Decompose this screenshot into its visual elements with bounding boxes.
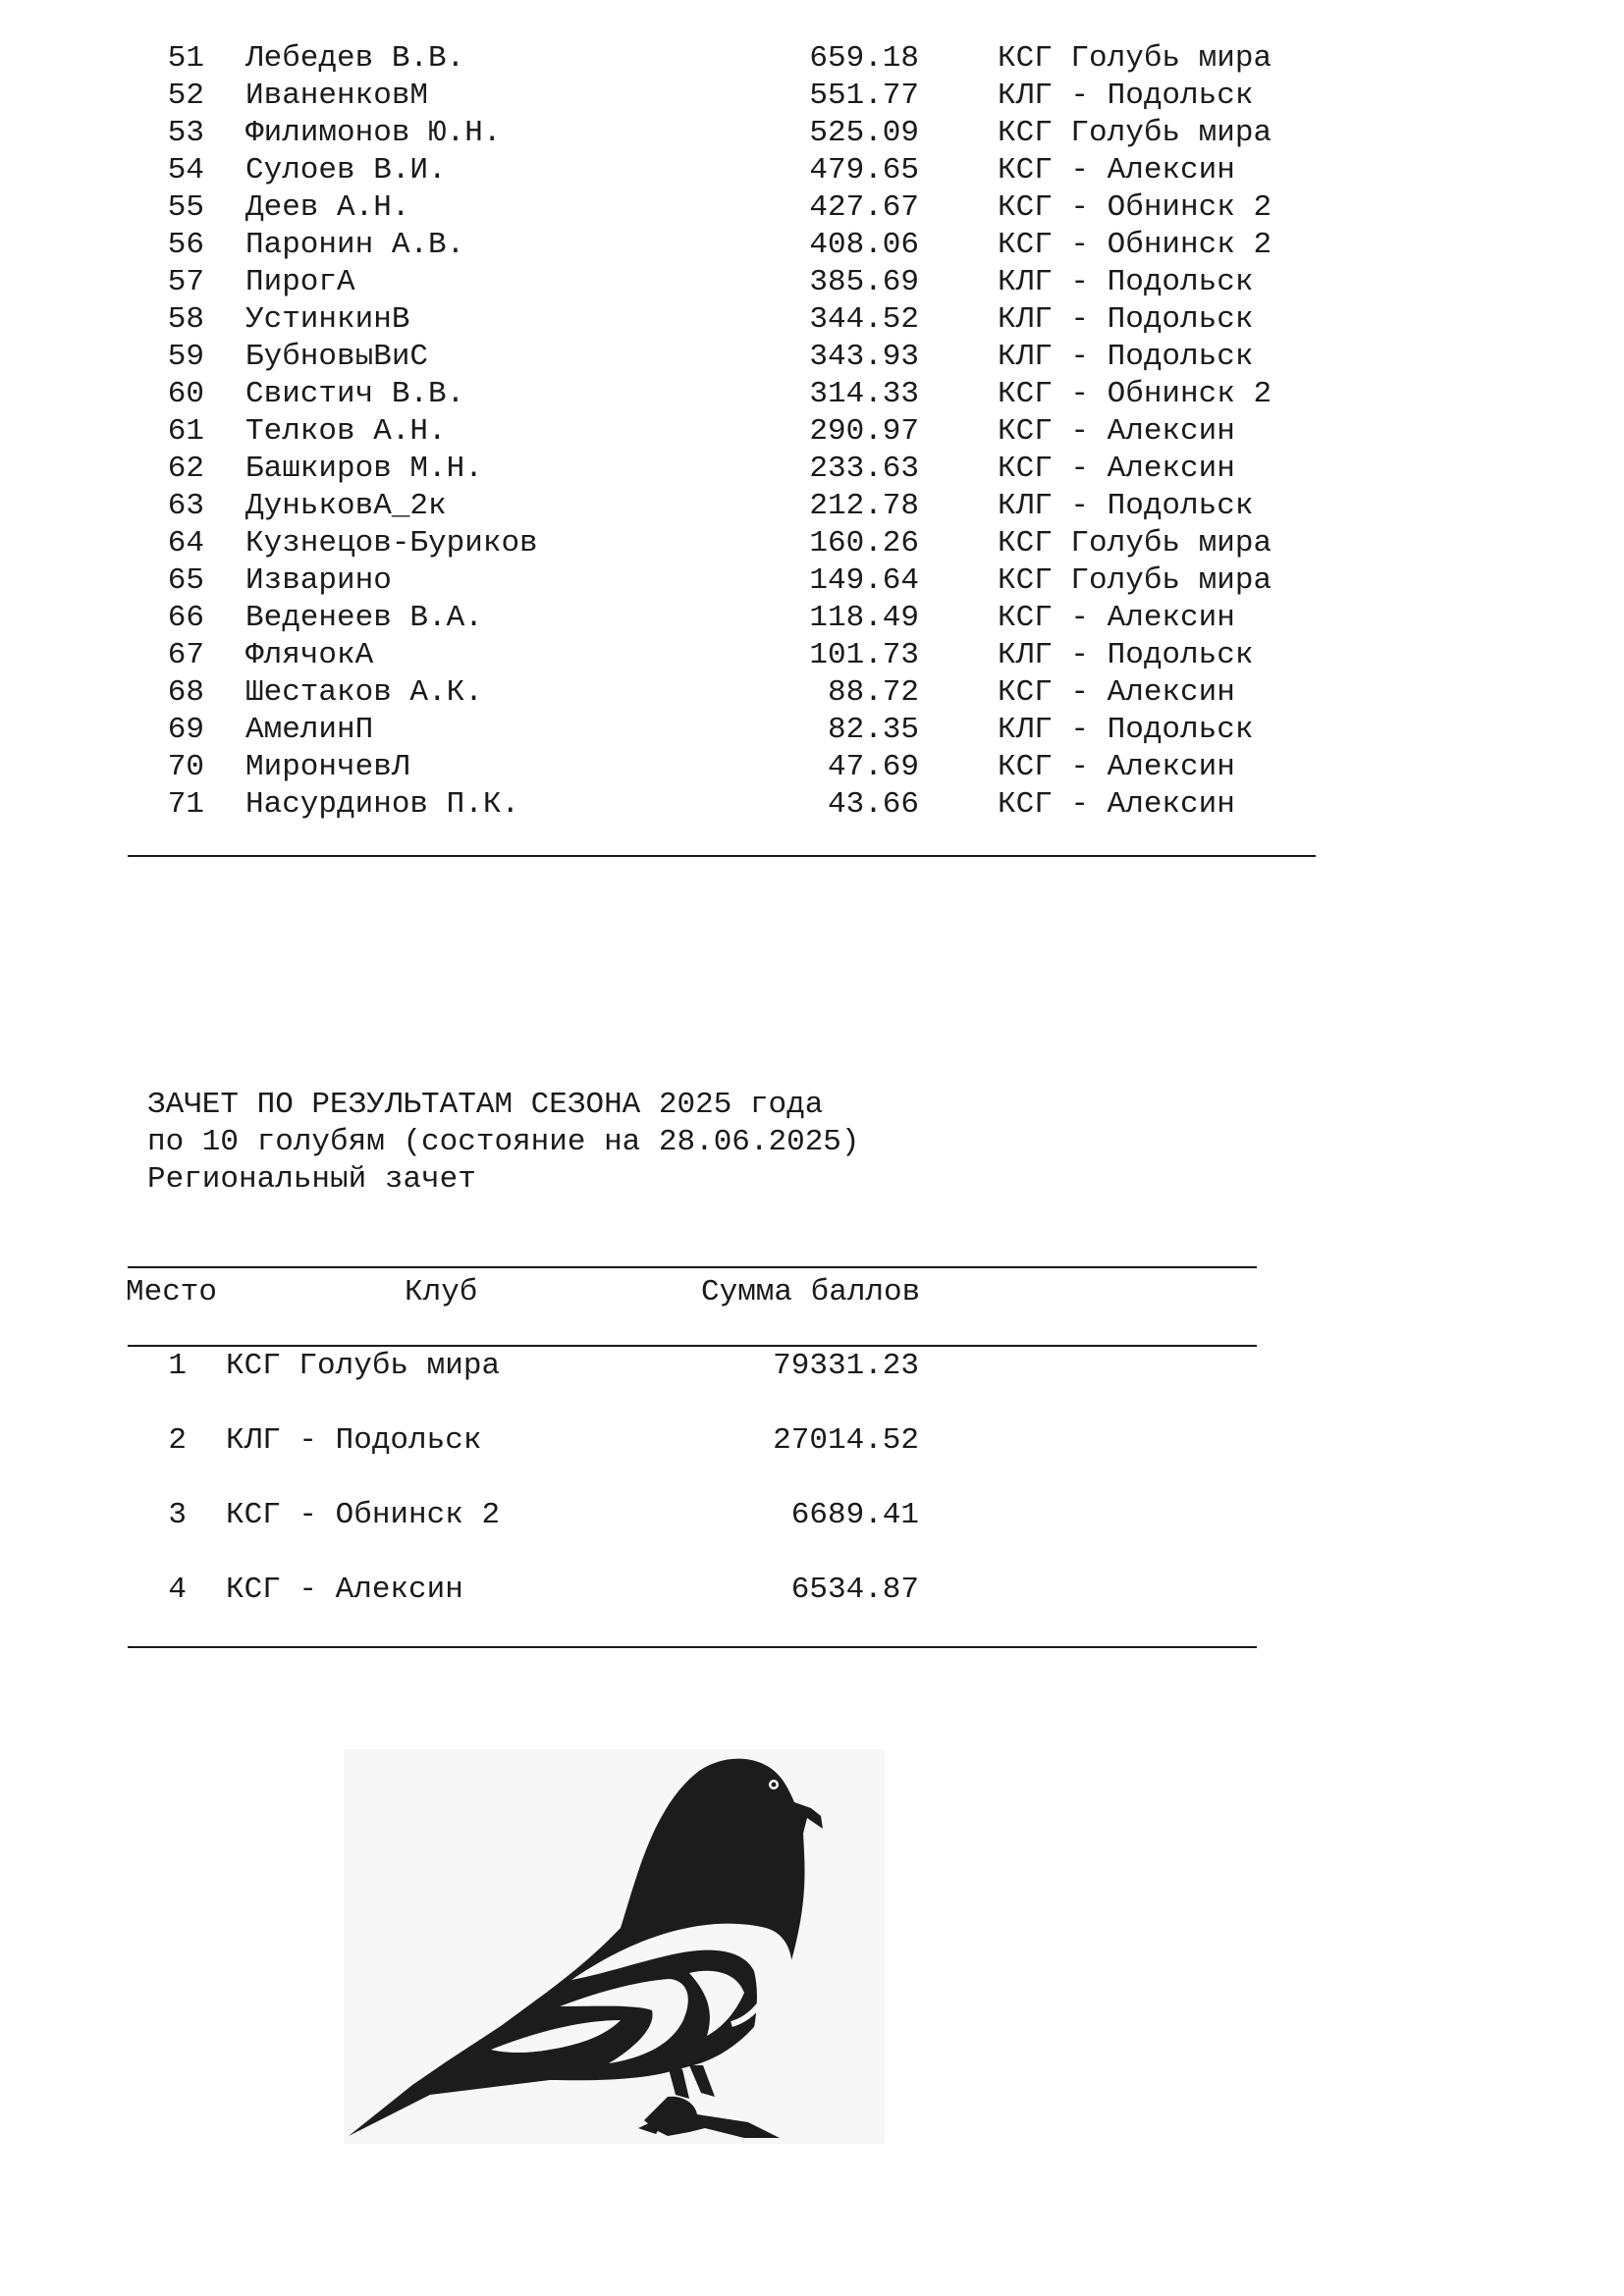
cell-club: КСГ - Обнинск 2 [226, 1498, 501, 1532]
cell-club: КСГ - Алексин [998, 153, 1235, 187]
cell-club: КЛГ - Подольск [998, 265, 1254, 299]
cell-score: 149.64 [809, 563, 919, 598]
cell-name: УстинкинВ [245, 302, 410, 337]
section-label: Региональный зачет [147, 1162, 476, 1197]
table-row [0, 78, 1624, 115]
cell-name: Башкиров М.Н. [245, 452, 483, 486]
cell-club: КСГ - Алексин [998, 675, 1235, 710]
cell-club: КСГ - Обнинск 2 [998, 228, 1272, 262]
cell-name: ДуньковА_2к [245, 489, 447, 523]
cell-score: 385.69 [809, 265, 919, 299]
cell-score: 233.63 [809, 452, 919, 486]
cell-place: 53 [167, 116, 204, 150]
cell-place: 2 [168, 1423, 187, 1458]
cell-score: 427.67 [809, 190, 919, 225]
cell-place: 61 [167, 414, 204, 449]
table-row [0, 115, 1624, 152]
pigeon-illustration [344, 1749, 885, 2144]
cell-score: 551.77 [809, 79, 919, 113]
page-title: ЗАЧЕТ ПО РЕЗУЛЬТАТАМ СЕЗОНА 2025 года [147, 1088, 824, 1122]
table-end-rule [128, 1646, 1257, 1648]
cell-name: Телков А.Н. [245, 414, 447, 449]
cell-name: Паронин А.В. [245, 228, 465, 262]
cell-score: 212.78 [809, 489, 919, 523]
cell-place: 1 [168, 1349, 187, 1383]
cell-club: КСГ - Обнинск 2 [998, 190, 1272, 225]
table-row [0, 712, 1624, 749]
table-row [0, 339, 1624, 376]
cell-name: АмелинП [245, 713, 374, 747]
header-bottom-rule [128, 1345, 1257, 1347]
cell-place: 56 [167, 228, 204, 262]
cell-score: 118.49 [809, 601, 919, 635]
cell-name: Изварино [245, 563, 392, 598]
cell-sum: 6689.41 [790, 1498, 919, 1532]
column-header-sum: Сумма баллов [701, 1275, 921, 1309]
cell-place: 63 [167, 489, 204, 523]
header-top-rule [128, 1266, 1257, 1268]
cell-score: 344.52 [809, 302, 919, 337]
table-row [0, 488, 1624, 525]
cell-place: 68 [167, 675, 204, 710]
cell-place: 55 [167, 190, 204, 225]
cell-club: КСГ Голубь мира [998, 41, 1272, 76]
cell-place: 67 [167, 638, 204, 672]
cell-club: КСГ - Алексин [998, 750, 1235, 784]
cell-place: 69 [167, 713, 204, 747]
table-row [0, 749, 1624, 786]
cell-name: ПирогА [245, 265, 355, 299]
table-row [0, 451, 1624, 488]
cell-club: КСГ Голубь мира [998, 526, 1272, 561]
cell-club: КСГ - Алексин [998, 601, 1235, 635]
cell-place: 62 [167, 452, 204, 486]
cell-place: 66 [167, 601, 204, 635]
cell-score: 479.65 [809, 153, 919, 187]
cell-club: КСГ - Алексин [998, 414, 1235, 449]
cell-place: 70 [167, 750, 204, 784]
cell-name: Шестаков А.К. [245, 675, 483, 710]
column-header-place: Место [126, 1275, 218, 1309]
table-row [0, 637, 1624, 674]
cell-score: 290.97 [809, 414, 919, 449]
table-row [0, 786, 1624, 824]
table-row [0, 152, 1624, 189]
table-row [0, 1348, 1624, 1385]
cell-place: 57 [167, 265, 204, 299]
table-row [0, 189, 1624, 227]
cell-place: 60 [167, 377, 204, 411]
cell-place: 65 [167, 563, 204, 598]
cell-place: 64 [167, 526, 204, 561]
cell-sum: 6534.87 [790, 1573, 919, 1607]
table-row [0, 264, 1624, 301]
table-row [0, 600, 1624, 637]
cell-name: Веденеев В.А. [245, 601, 483, 635]
table-row [0, 413, 1624, 451]
cell-name: МирончевЛ [245, 750, 410, 784]
cell-club: КЛГ - Подольск [998, 489, 1254, 523]
table-row [0, 674, 1624, 712]
cell-place: 51 [167, 41, 204, 76]
table-row [0, 227, 1624, 264]
cell-club: КЛГ - Подольск [998, 79, 1254, 113]
cell-score: 47.69 [827, 750, 919, 784]
cell-score: 160.26 [809, 526, 919, 561]
cell-place: 59 [167, 340, 204, 374]
cell-name: Лебедев В.В. [245, 41, 465, 76]
cell-club: КСГ - Обнинск 2 [998, 377, 1272, 411]
table-row [0, 562, 1624, 600]
cell-club: КСГ - Алексин [998, 787, 1235, 822]
cell-club: КСГ Голубь мира [998, 116, 1272, 150]
cell-club: КЛГ - Подольск [998, 340, 1254, 374]
cell-name: ИваненковМ [245, 79, 429, 113]
cell-sum: 27014.52 [773, 1423, 919, 1458]
table-row [0, 376, 1624, 413]
cell-club: КЛГ - Подольск [226, 1423, 482, 1458]
table-bottom-rule [128, 855, 1316, 857]
cell-place: 52 [167, 79, 204, 113]
cell-score: 82.35 [827, 713, 919, 747]
table-row [0, 1497, 1624, 1534]
cell-sum: 79331.23 [773, 1349, 919, 1383]
table-row [0, 1422, 1624, 1460]
cell-name: Свистич В.В. [245, 377, 465, 411]
cell-club: КЛГ - Подольск [998, 302, 1254, 337]
cell-place: 4 [168, 1573, 187, 1607]
subtitle: по 10 голубям (состояние на 28.06.2025) [147, 1125, 860, 1159]
table-row [0, 301, 1624, 339]
cell-name: Насурдинов П.К. [245, 787, 520, 822]
cell-club: КЛГ - Подольск [998, 713, 1254, 747]
cell-name: БубновыВиС [245, 340, 429, 374]
cell-name: Сулоев В.И. [245, 153, 447, 187]
table-row [0, 525, 1624, 562]
table-row [0, 1572, 1624, 1609]
cell-score: 88.72 [827, 675, 919, 710]
cell-club: КСГ - Алексин [998, 452, 1235, 486]
cell-place: 3 [168, 1498, 187, 1532]
cell-score: 408.06 [809, 228, 919, 262]
cell-place: 58 [167, 302, 204, 337]
cell-name: ФлячокА [245, 638, 374, 672]
cell-club: КСГ Голубь мира [998, 563, 1272, 598]
cell-name: Кузнецов-Буриков [245, 526, 538, 561]
cell-place: 71 [167, 787, 204, 822]
cell-club: КСГ - Алексин [226, 1573, 463, 1607]
cell-place: 54 [167, 153, 204, 187]
cell-score: 101.73 [809, 638, 919, 672]
table-row [0, 40, 1624, 78]
column-header-club: Клуб [405, 1275, 478, 1309]
cell-score: 314.33 [809, 377, 919, 411]
cell-score: 525.09 [809, 116, 919, 150]
cell-name: Деев А.Н. [245, 190, 410, 225]
cell-score: 343.93 [809, 340, 919, 374]
cell-club: КСГ Голубь мира [226, 1349, 501, 1383]
cell-score: 43.66 [827, 787, 919, 822]
cell-name: Филимонов Ю.Н. [245, 116, 502, 150]
cell-club: КЛГ - Подольск [998, 638, 1254, 672]
cell-score: 659.18 [809, 41, 919, 76]
